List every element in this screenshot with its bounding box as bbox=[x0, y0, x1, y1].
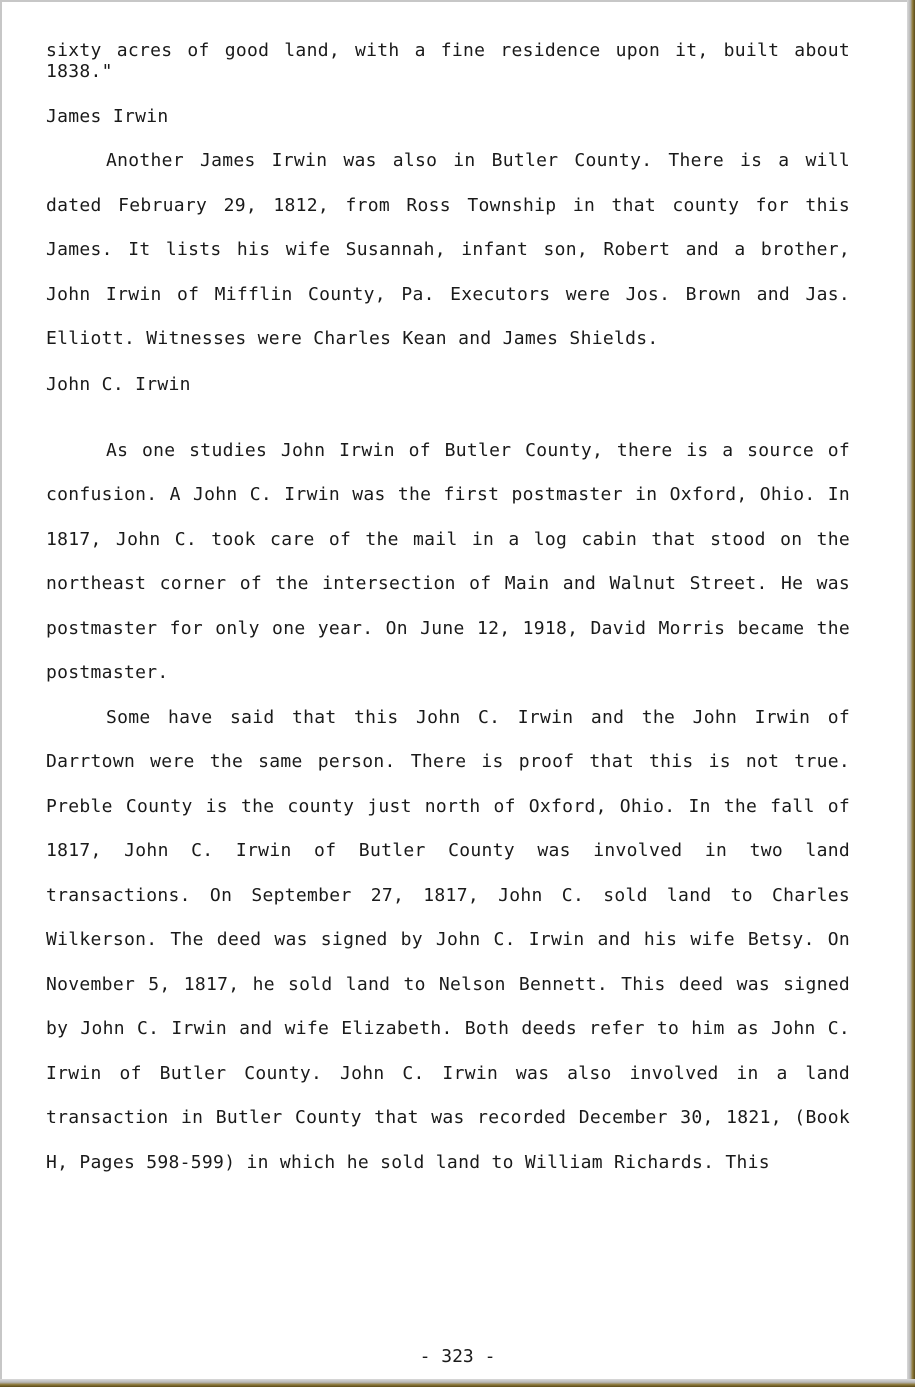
section-heading-john-c-irwin: John C. Irwin bbox=[46, 373, 191, 395]
paragraph-postmaster: As one studies John Irwin of Butler County, there is a source of confusion. A John C. Irwin was the first postmaster in Oxford, Ohio. In 1817, John C. took care of the mail in a log cabin that stood on the northeast corner of the intersection of Main and Walnut Street. He was postmaster for only one year. On June 12, 1918, David Morris became the postmaster. bbox=[46, 439, 850, 683]
frame-left-edge bbox=[0, 0, 2, 1387]
page-number: - 323 - bbox=[419, 1346, 496, 1367]
frame-bottom-shadow bbox=[0, 1379, 915, 1387]
document-page bbox=[46, 40, 850, 1185]
frame-top-edge bbox=[0, 0, 915, 2]
section-heading-james-irwin: James Irwin bbox=[46, 106, 169, 127]
paragraph-land-transactions: Some have said that this John C. Irwin and the John Irwin of Darrtown were the same person. There is proof that this is not true. Preble County is the county just north of Oxford, Ohio. In the fall of 1817, John C. Irwin of Butler County was involved in two land transactions. On September 27, 1817, John C. sold land to Charles Wilkerson. The deed was signed by John C. Irwin and his wife Betsy. On November 5, 1817, he sold land to Nelson Bennett. This deed was signed by John C. Irwin and wife Elizabeth. Both deeds refer to him as John C. Irwin of Butler County. John C. Irwin was also involved in a land transaction in Butler County that was recorded December 30, 1821, (Book H, Pages 598-599) in which he sold land to William Richards. This bbox=[46, 706, 850, 1173]
continuation-paragraph: sixty acres of good land, with a fine residence upon it, built about 1838." bbox=[46, 40, 850, 82]
paragraph-james-irwin-will: Another James Irwin was also in Butler County. There is a will dated February 29, 1812, from Ross Township in that county for this James. It lists his wife Susannah, infant son, Robert and a brother, John Irwin of Mifflin County, Pa. Executors were Jos. Brown and Jas. Elliott. Witnesses were Charles Kean and James Shields. bbox=[46, 150, 850, 349]
frame-right-shadow bbox=[907, 0, 915, 1387]
